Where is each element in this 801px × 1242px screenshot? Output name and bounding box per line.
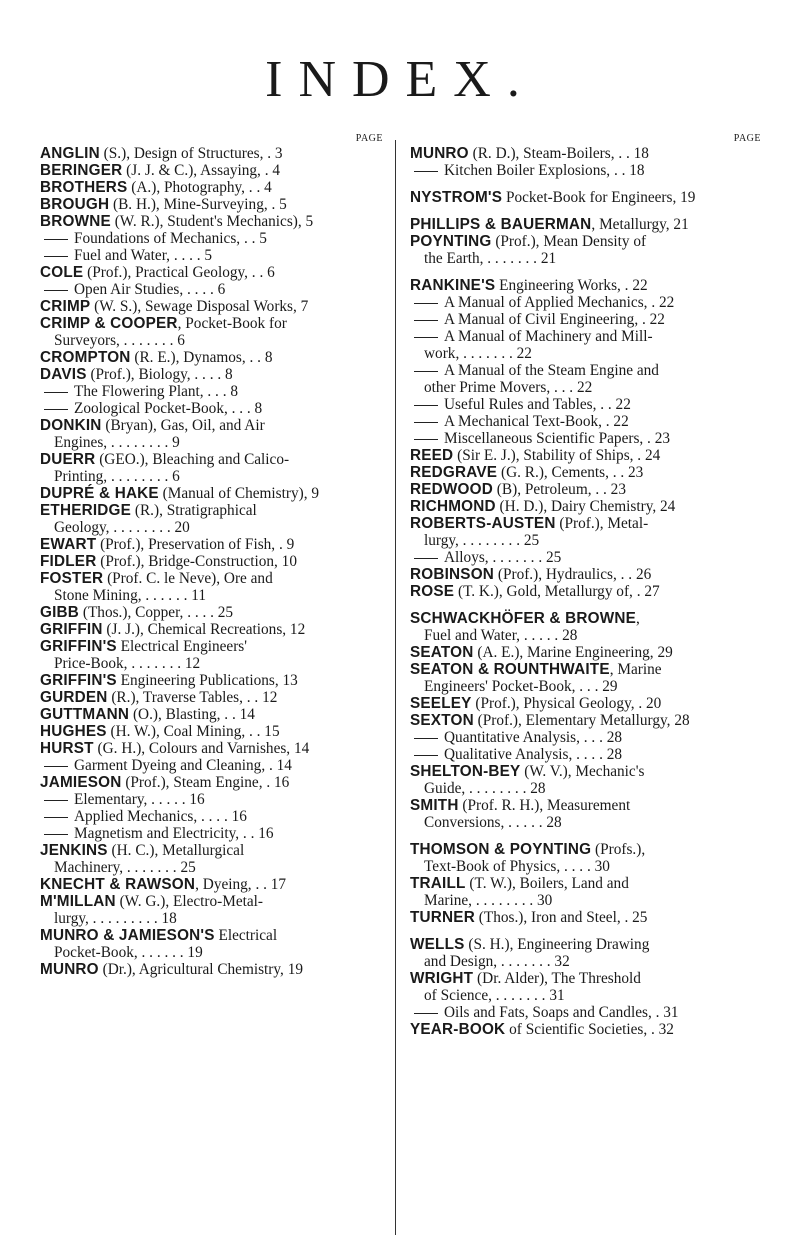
ditto-dash xyxy=(414,171,438,172)
entry-text: Zoological Pocket-Book, . . . 8 xyxy=(74,400,263,417)
entry-gap xyxy=(410,831,764,841)
index-column-left xyxy=(40,133,386,978)
entry-text: (Bryan), Gas, Oil, and Air xyxy=(101,417,265,434)
index-entry xyxy=(40,179,386,196)
index-entry xyxy=(40,264,386,281)
index-subentry xyxy=(410,746,764,763)
entry-author: PHILLIPS & BAUERMAN xyxy=(410,216,592,233)
entry-text: (H. D.), Dairy Chemistry, 24 xyxy=(495,498,676,515)
index-entry xyxy=(40,298,386,315)
index-entry xyxy=(40,893,386,927)
entry-text: (Prof.), Practical Geology, . . 6 xyxy=(83,264,275,281)
index-entry xyxy=(410,695,764,712)
ditto-dash xyxy=(44,256,68,257)
ditto-dash xyxy=(44,239,68,240)
entry-text: Useful Rules and Tables, . . 22 xyxy=(444,396,631,413)
entry-text: Pocket-Book for Engineers, 19 xyxy=(502,189,696,206)
entry-text: A Manual of Civil Engineering, . 22 xyxy=(444,311,665,328)
entry-author: SCHWACKHÖFER & BROWNE xyxy=(410,610,636,627)
entry-author: GRIFFIN'S xyxy=(40,638,117,655)
entry-text: (R. D.), Steam-Boilers, . . 18 xyxy=(468,145,649,162)
ditto-dash xyxy=(414,303,438,304)
entry-continuation: Pocket-Book, . . . . . . 19 xyxy=(54,944,203,961)
entry-author: GRIFFIN'S xyxy=(40,672,117,689)
ditto-dash xyxy=(44,834,68,835)
entry-author: NYSTROM'S xyxy=(410,189,503,206)
index-entry xyxy=(40,451,386,485)
entry-text: (S.), Design of Structures, . 3 xyxy=(99,145,283,162)
entry-author: SEATON xyxy=(410,644,474,661)
entry-text: Electrical xyxy=(214,927,278,944)
entry-author: CRIMP & COOPER xyxy=(40,315,178,332)
entry-text: A Manual of Machinery and Mill- xyxy=(444,328,653,345)
index-subentry xyxy=(40,247,386,264)
entry-continuation: Geology, . . . . . . . . 20 xyxy=(54,519,190,536)
index-entry xyxy=(410,583,764,600)
entry-text: Engineering Works, . 22 xyxy=(495,277,648,294)
index-column-right xyxy=(410,133,764,1038)
entry-continuation: lurgy, . . . . . . . . 25 xyxy=(424,532,540,549)
entry-text: (J. J.), Chemical Recreations, 12 xyxy=(102,621,306,638)
entry-author: YEAR-BOOK xyxy=(410,1021,506,1038)
index-subentry xyxy=(40,757,386,774)
index-entry xyxy=(40,961,386,978)
entry-text: Magnetism and Electricity, . . 16 xyxy=(74,825,274,842)
entry-continuation: Engineers' Pocket-Book, . . . 29 xyxy=(424,678,618,695)
entry-text: (Prof. R. H.), Measurement xyxy=(458,797,631,814)
index-entry xyxy=(40,706,386,723)
index-entry xyxy=(40,162,386,179)
index-entry xyxy=(40,842,386,876)
entry-text: (Prof.), Preservation of Fish, . 9 xyxy=(96,536,295,553)
index-entry xyxy=(410,712,764,729)
entry-text: (Profs.), xyxy=(591,841,646,858)
entry-author: DONKIN xyxy=(40,417,102,434)
ditto-dash xyxy=(414,755,438,756)
entry-continuation: of Science, . . . . . . . 31 xyxy=(424,987,565,1004)
entry-author: ANGLIN xyxy=(40,145,100,162)
index-entry xyxy=(40,536,386,553)
page-title: INDEX. xyxy=(265,51,536,108)
entry-text: Applied Mechanics, . . . . 16 xyxy=(74,808,247,825)
entry-text: (Thos.), Copper, . . . . 25 xyxy=(79,604,234,621)
ditto-dash xyxy=(414,405,438,406)
entry-author: FOSTER xyxy=(40,570,104,587)
index-entry xyxy=(40,553,386,570)
index-entry xyxy=(410,797,764,831)
index-subentry xyxy=(410,413,764,430)
ditto-dash xyxy=(44,409,68,410)
index-entry xyxy=(40,366,386,383)
entry-text: (T. K.), Gold, Metallurgy of, . 27 xyxy=(454,583,660,600)
entry-text: (Prof. C. le Neve), Ore and xyxy=(103,570,273,587)
entry-continuation: Printing, . . . . . . . . 6 xyxy=(54,468,180,485)
index-entry xyxy=(410,936,764,970)
entry-author: TURNER xyxy=(410,909,475,926)
index-entry xyxy=(410,1021,764,1038)
index-entry xyxy=(410,277,764,294)
index-entry xyxy=(410,447,764,464)
page-column-header: PAGE xyxy=(733,133,761,144)
entry-gap xyxy=(410,179,764,189)
index-subentry xyxy=(40,383,386,400)
ditto-dash xyxy=(414,371,438,372)
entry-author: FIDLER xyxy=(40,553,97,570)
entry-text: A Mechanical Text-Book, . 22 xyxy=(444,413,629,430)
entry-author: BROTHERS xyxy=(40,179,128,196)
entry-author: WRIGHT xyxy=(410,970,474,987)
entry-text: (R.), Stratigraphical xyxy=(131,502,257,519)
entry-author: ETHERIDGE xyxy=(40,502,132,519)
index-subentry xyxy=(40,808,386,825)
entry-author: HUGHES xyxy=(40,723,107,740)
entry-text: Electrical Engineers' xyxy=(116,638,247,655)
index-entry xyxy=(410,566,764,583)
entry-text: (W. S.), Sewage Disposal Works, 7 xyxy=(90,298,309,315)
entry-text: (Dr.), Agricultural Chemistry, 19 xyxy=(98,961,304,978)
ditto-dash xyxy=(44,766,68,767)
entry-text: , Marine xyxy=(609,661,662,678)
index-entry xyxy=(410,464,764,481)
entry-text: Engineering Publications, 13 xyxy=(116,672,298,689)
index-entry xyxy=(40,349,386,366)
entry-text: (Sir E. J.), Stability of Ships, . 24 xyxy=(453,447,661,464)
entry-author: SHELTON-BEY xyxy=(410,763,521,780)
entry-text: (Prof.), Physical Geology, . 20 xyxy=(471,695,662,712)
index-subentry xyxy=(40,281,386,298)
entry-text: (T. W.), Boilers, Land and xyxy=(465,875,629,892)
entry-author: BROWNE xyxy=(40,213,111,230)
entry-author: REDWOOD xyxy=(410,481,493,498)
index-entry xyxy=(40,723,386,740)
index-subentry xyxy=(410,162,764,179)
entry-gap xyxy=(410,267,764,277)
entry-author: RANKINE'S xyxy=(410,277,496,294)
index-list-left xyxy=(40,145,386,978)
entry-text: , Pocket-Book for xyxy=(177,315,287,332)
entry-author: MUNRO xyxy=(40,961,99,978)
entry-continuation: other Prime Movers, . . . 22 xyxy=(424,379,593,396)
entry-author: GRIFFIN xyxy=(40,621,103,638)
column-divider xyxy=(395,140,396,1235)
entry-continuation: Price-Book, . . . . . . . 12 xyxy=(54,655,201,672)
entry-text: (A. E.), Marine Engineering, 29 xyxy=(473,644,673,661)
ditto-dash xyxy=(414,558,438,559)
index-subentry xyxy=(410,729,764,746)
entry-text: A Manual of Applied Mechanics, . 22 xyxy=(444,294,675,311)
entry-author: MUNRO xyxy=(410,145,469,162)
entry-text: (G. R.), Cements, . . 23 xyxy=(497,464,644,481)
index-entry xyxy=(40,213,386,230)
entry-author: ROSE xyxy=(410,583,455,600)
entry-author: BERINGER xyxy=(40,162,123,179)
index-subentry xyxy=(40,400,386,417)
entry-gap xyxy=(410,600,764,610)
entry-text: (H. C.), Metallurgical xyxy=(107,842,245,859)
entry-text: Qualitative Analysis, . . . . 28 xyxy=(444,746,623,763)
index-entry xyxy=(410,498,764,515)
entry-text: (Manual of Chemistry), 9 xyxy=(158,485,320,502)
ditto-dash xyxy=(414,422,438,423)
index-entry xyxy=(40,570,386,604)
entry-gap xyxy=(410,926,764,936)
entry-text: Open Air Studies, . . . . 6 xyxy=(74,281,226,298)
entry-text: (O.), Blasting, . . 14 xyxy=(129,706,255,723)
entry-continuation: Text-Book of Physics, . . . . 30 xyxy=(424,858,610,875)
index-subentry xyxy=(40,825,386,842)
ditto-dash xyxy=(414,337,438,338)
entry-text: (Prof.), Mean Density of xyxy=(491,233,647,250)
entry-author: CROMPTON xyxy=(40,349,131,366)
entry-text: (G. H.), Colours and Varnishes, 14 xyxy=(93,740,310,757)
entry-author: THOMSON & POYNTING xyxy=(410,841,592,858)
entry-text: (Prof.), Bridge-Construction, 10 xyxy=(96,553,297,570)
entry-text: (H. W.), Coal Mining, . . 15 xyxy=(106,723,280,740)
entry-author: RICHMOND xyxy=(410,498,496,515)
entry-text: (S. H.), Engineering Drawing xyxy=(464,936,650,953)
index-entry xyxy=(410,145,764,162)
entry-continuation: Machinery, . . . . . . . 25 xyxy=(54,859,196,876)
entry-author: WELLS xyxy=(410,936,465,953)
entry-text: (Prof.), Steam Engine, . 16 xyxy=(121,774,290,791)
entry-author: HURST xyxy=(40,740,94,757)
index-entry xyxy=(40,315,386,349)
index-subentry xyxy=(410,362,764,396)
index-entry xyxy=(40,876,386,893)
entry-text: Foundations of Mechanics, . . 5 xyxy=(74,230,267,247)
ditto-dash xyxy=(414,738,438,739)
index-subentry xyxy=(40,230,386,247)
ditto-dash xyxy=(414,1013,438,1014)
entry-text: The Flowering Plant, . . . 8 xyxy=(74,383,239,400)
index-entry xyxy=(40,689,386,706)
entry-text: Miscellaneous Scientific Papers, . 23 xyxy=(444,430,671,447)
index-entry xyxy=(40,672,386,689)
entry-author: ROBERTS-AUSTEN xyxy=(410,515,556,532)
index-entry xyxy=(40,485,386,502)
index-entry xyxy=(410,763,764,797)
entry-author: GIBB xyxy=(40,604,80,621)
entry-author: EWART xyxy=(40,536,97,553)
ditto-dash xyxy=(44,290,68,291)
ditto-dash xyxy=(44,800,68,801)
index-entry xyxy=(40,417,386,451)
index-entry xyxy=(410,610,764,644)
index-entry xyxy=(40,774,386,791)
entry-continuation: Engines, . . . . . . . . 9 xyxy=(54,434,180,451)
entry-text: A Manual of the Steam Engine and xyxy=(444,362,659,379)
entry-continuation: Fuel and Water, . . . . . 28 xyxy=(424,627,578,644)
index-subentry xyxy=(410,549,764,566)
entry-text: Oils and Fats, Soaps and Candles, . 31 xyxy=(444,1004,679,1021)
index-entry xyxy=(410,909,764,926)
entry-text: (J. J. & C.), Assaying, . 4 xyxy=(122,162,280,179)
entry-text: (W. G.), Electro-Metal- xyxy=(115,893,264,910)
entry-author: SMITH xyxy=(410,797,459,814)
entry-author: SEELEY xyxy=(410,695,472,712)
entry-text: Kitchen Boiler Explosions, . . 18 xyxy=(444,162,645,179)
index-subentry xyxy=(410,430,764,447)
entry-text: (W. V.), Mechanic's xyxy=(520,763,645,780)
entry-text: Elementary, . . . . . 16 xyxy=(74,791,205,808)
entry-continuation: Guide, . . . . . . . . 28 xyxy=(424,780,546,797)
index-entry xyxy=(40,927,386,961)
entry-continuation: work, . . . . . . . 22 xyxy=(424,345,532,362)
entry-continuation: Conversions, . . . . . 28 xyxy=(424,814,562,831)
index-subentry xyxy=(410,396,764,413)
index-entry xyxy=(410,189,764,206)
entry-author: ROBINSON xyxy=(410,566,495,583)
entry-author: DAVIS xyxy=(40,366,87,383)
entry-author: SEXTON xyxy=(410,712,474,729)
entry-text: (R. E.), Dynamos, . . 8 xyxy=(130,349,273,366)
index-entry xyxy=(40,145,386,162)
entry-text: (B. H.), Mine-Surveying, . 5 xyxy=(109,196,287,213)
index-entry xyxy=(410,661,764,695)
entry-author: BROUGH xyxy=(40,196,110,213)
entry-text: Garment Dyeing and Cleaning, . 14 xyxy=(74,757,292,774)
entry-text: , xyxy=(636,610,640,627)
entry-text: (Prof.), Hydraulics, . . 26 xyxy=(494,566,652,583)
entry-continuation: Surveyors, . . . . . . . 6 xyxy=(54,332,185,349)
entry-author: REED xyxy=(410,447,454,464)
index-subentry xyxy=(410,328,764,362)
entry-author: POYNTING xyxy=(410,233,492,250)
index-entry xyxy=(40,740,386,757)
entry-author: COLE xyxy=(40,264,84,281)
index-entry xyxy=(410,515,764,549)
page-column-header: PAGE xyxy=(355,133,383,144)
entry-author: MUNRO & JAMIESON'S xyxy=(40,927,215,944)
entry-text: Alloys, . . . . . . . 25 xyxy=(444,549,562,566)
entry-author: KNECHT & RAWSON xyxy=(40,876,196,893)
ditto-dash xyxy=(414,320,438,321)
entry-author: GUTTMANN xyxy=(40,706,130,723)
index-entry xyxy=(40,638,386,672)
index-list-right xyxy=(410,145,764,1038)
entry-continuation: the Earth, . . . . . . . 21 xyxy=(424,250,557,267)
index-entry xyxy=(410,481,764,498)
index-entry xyxy=(410,875,764,909)
entry-text: (R.), Traverse Tables, . . 12 xyxy=(107,689,278,706)
index-entry xyxy=(410,841,764,875)
entry-text: (Dr. Alder), The Threshold xyxy=(473,970,641,987)
entry-author: CRIMP xyxy=(40,298,91,315)
entry-continuation: and Design, . . . . . . . 32 xyxy=(424,953,570,970)
ditto-dash xyxy=(44,817,68,818)
index-subentry xyxy=(40,791,386,808)
index-subentry xyxy=(410,311,764,328)
entry-text: , Dyeing, . . 17 xyxy=(195,876,287,893)
index-entry xyxy=(410,233,764,267)
index-entry xyxy=(40,604,386,621)
entry-text: Quantitative Analysis, . . . 28 xyxy=(444,729,623,746)
entry-text: (Prof.), Elementary Metallurgy, 28 xyxy=(473,712,690,729)
entry-author: JAMIESON xyxy=(40,774,122,791)
index-entry xyxy=(40,196,386,213)
entry-author: DUPRÉ & HAKE xyxy=(40,485,159,502)
entry-text: Fuel and Water, . . . . 5 xyxy=(74,247,213,264)
entry-continuation: Stone Mining, . . . . . . 11 xyxy=(54,587,206,604)
entry-gap xyxy=(410,206,764,216)
entry-text: (Prof.), Metal- xyxy=(555,515,649,532)
index-subentry xyxy=(410,1004,764,1021)
entry-text: (Thos.), Iron and Steel, . 25 xyxy=(474,909,648,926)
entry-continuation: lurgy, . . . . . . . . . 18 xyxy=(54,910,177,927)
entry-author: M'MILLAN xyxy=(40,893,116,910)
entry-author: DUERR xyxy=(40,451,96,468)
index-entry xyxy=(410,216,764,233)
entry-author: TRAILL xyxy=(410,875,466,892)
index-entry xyxy=(40,621,386,638)
index-entry xyxy=(40,502,386,536)
entry-text: (Prof.), Biology, . . . . 8 xyxy=(86,366,233,383)
entry-author: JENKINS xyxy=(40,842,108,859)
index-entry xyxy=(410,970,764,1004)
ditto-dash xyxy=(44,392,68,393)
entry-text: , Metallurgy, 21 xyxy=(591,216,689,233)
ditto-dash xyxy=(414,439,438,440)
index-subentry xyxy=(410,294,764,311)
index-entry xyxy=(410,644,764,661)
entry-author: SEATON & ROUNTHWAITE xyxy=(410,661,610,678)
entry-text: of Scientific Societies, . 32 xyxy=(505,1021,674,1038)
entry-author: REDGRAVE xyxy=(410,464,498,481)
entry-text: (A.), Photography, . . 4 xyxy=(127,179,272,196)
entry-continuation: Marine, . . . . . . . . 30 xyxy=(424,892,553,909)
entry-author: GURDEN xyxy=(40,689,108,706)
entry-text: (B), Petroleum, . . 23 xyxy=(492,481,626,498)
entry-text: (GEO.), Bleaching and Calico- xyxy=(95,451,290,468)
entry-text: (W. R.), Student's Mechanics), 5 xyxy=(110,213,314,230)
